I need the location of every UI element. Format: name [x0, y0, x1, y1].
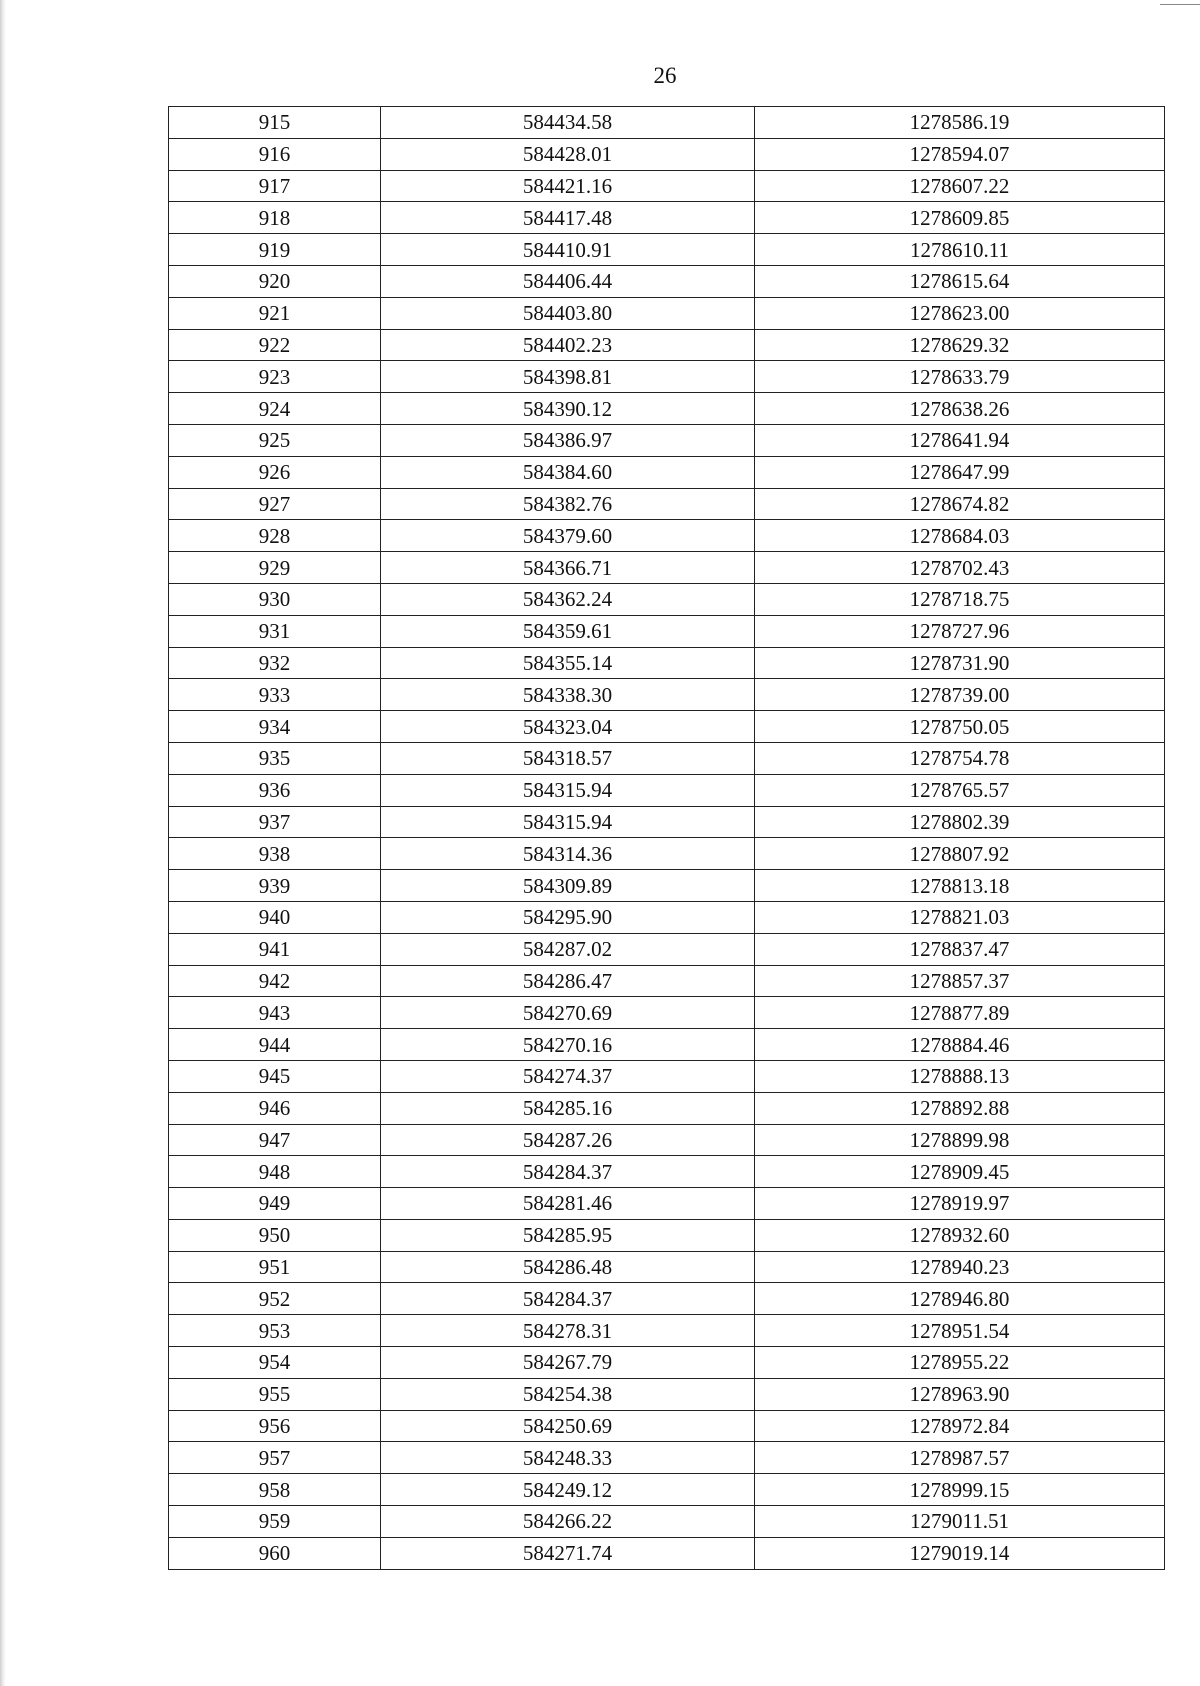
x-coordinate-cell: 584286.48	[381, 1251, 755, 1283]
x-coordinate-cell: 584285.95	[381, 1219, 755, 1251]
y-coordinate-cell: 1279019.14	[755, 1537, 1165, 1569]
point-number-cell: 953	[169, 1315, 381, 1347]
x-coordinate-cell: 584287.02	[381, 933, 755, 965]
x-coordinate-cell: 584386.97	[381, 424, 755, 456]
table-row	[169, 1474, 1165, 1506]
y-coordinate-cell: 1278647.99	[755, 456, 1165, 488]
y-coordinate-cell: 1278702.43	[755, 552, 1165, 584]
table-row	[169, 138, 1165, 170]
x-coordinate-cell: 584248.33	[381, 1442, 755, 1474]
table-row	[169, 1124, 1165, 1156]
scan-corner-mark	[1160, 4, 1200, 5]
y-coordinate-cell: 1278892.88	[755, 1092, 1165, 1124]
table-row	[169, 1219, 1165, 1251]
y-coordinate-cell: 1278940.23	[755, 1251, 1165, 1283]
point-number-cell: 936	[169, 774, 381, 806]
table-row	[169, 1092, 1165, 1124]
point-number-cell: 928	[169, 520, 381, 552]
point-number-cell: 940	[169, 901, 381, 933]
point-number-cell: 916	[169, 138, 381, 170]
x-coordinate-cell: 584315.94	[381, 774, 755, 806]
point-number-cell: 919	[169, 234, 381, 266]
point-number-cell: 955	[169, 1378, 381, 1410]
point-number-cell: 934	[169, 711, 381, 743]
y-coordinate-cell: 1278955.22	[755, 1347, 1165, 1379]
point-number-cell: 957	[169, 1442, 381, 1474]
x-coordinate-cell: 584402.23	[381, 329, 755, 361]
point-number-cell: 929	[169, 552, 381, 584]
table-row	[169, 997, 1165, 1029]
point-number-cell: 944	[169, 1029, 381, 1061]
table-row	[169, 1060, 1165, 1092]
x-coordinate-cell: 584417.48	[381, 202, 755, 234]
x-coordinate-cell: 584338.30	[381, 679, 755, 711]
x-coordinate-cell: 584362.24	[381, 583, 755, 615]
y-coordinate-cell: 1278623.00	[755, 297, 1165, 329]
y-coordinate-cell: 1278999.15	[755, 1474, 1165, 1506]
table-row	[169, 1378, 1165, 1410]
point-number-cell: 918	[169, 202, 381, 234]
point-number-cell: 920	[169, 265, 381, 297]
point-number-cell: 922	[169, 329, 381, 361]
point-number-cell: 915	[169, 107, 381, 139]
table-row	[169, 1410, 1165, 1442]
y-coordinate-cell: 1278946.80	[755, 1283, 1165, 1315]
point-number-cell: 935	[169, 742, 381, 774]
x-coordinate-cell: 584287.26	[381, 1124, 755, 1156]
table-row	[169, 361, 1165, 393]
x-coordinate-cell: 584434.58	[381, 107, 755, 139]
x-coordinate-cell: 584406.44	[381, 265, 755, 297]
y-coordinate-cell: 1278837.47	[755, 933, 1165, 965]
table-row	[169, 1029, 1165, 1061]
table-row	[169, 1347, 1165, 1379]
point-number-cell: 937	[169, 806, 381, 838]
y-coordinate-cell: 1278821.03	[755, 901, 1165, 933]
x-coordinate-cell: 584284.37	[381, 1156, 755, 1188]
x-coordinate-cell: 584379.60	[381, 520, 755, 552]
table-row	[169, 1506, 1165, 1538]
y-coordinate-cell: 1278641.94	[755, 424, 1165, 456]
table-row	[169, 234, 1165, 266]
point-number-cell: 923	[169, 361, 381, 393]
y-coordinate-cell: 1278727.96	[755, 615, 1165, 647]
point-number-cell: 917	[169, 170, 381, 202]
y-coordinate-cell: 1278972.84	[755, 1410, 1165, 1442]
point-number-cell: 945	[169, 1060, 381, 1092]
x-coordinate-cell: 584295.90	[381, 901, 755, 933]
table-row	[169, 870, 1165, 902]
y-coordinate-cell: 1278638.26	[755, 393, 1165, 425]
table-row	[169, 838, 1165, 870]
x-coordinate-cell: 584285.16	[381, 1092, 755, 1124]
table-row	[169, 520, 1165, 552]
table-row	[169, 615, 1165, 647]
point-number-cell: 924	[169, 393, 381, 425]
x-coordinate-cell: 584270.16	[381, 1029, 755, 1061]
x-coordinate-cell: 584314.36	[381, 838, 755, 870]
table-row	[169, 424, 1165, 456]
table-row	[169, 583, 1165, 615]
table-row	[169, 1251, 1165, 1283]
point-number-cell: 942	[169, 965, 381, 997]
y-coordinate-cell: 1278963.90	[755, 1378, 1165, 1410]
table-row	[169, 1283, 1165, 1315]
x-coordinate-cell: 584271.74	[381, 1537, 755, 1569]
point-number-cell: 960	[169, 1537, 381, 1569]
table-row	[169, 202, 1165, 234]
y-coordinate-cell: 1278754.78	[755, 742, 1165, 774]
x-coordinate-cell: 584323.04	[381, 711, 755, 743]
y-coordinate-cell: 1278919.97	[755, 1188, 1165, 1220]
x-coordinate-cell: 584410.91	[381, 234, 755, 266]
x-coordinate-cell: 584382.76	[381, 488, 755, 520]
table-row	[169, 170, 1165, 202]
point-number-cell: 931	[169, 615, 381, 647]
x-coordinate-cell: 584421.16	[381, 170, 755, 202]
y-coordinate-cell: 1278607.22	[755, 170, 1165, 202]
y-coordinate-cell: 1278899.98	[755, 1124, 1165, 1156]
point-number-cell: 938	[169, 838, 381, 870]
y-coordinate-cell: 1278615.64	[755, 265, 1165, 297]
table-row	[169, 488, 1165, 520]
y-coordinate-cell: 1278594.07	[755, 138, 1165, 170]
point-number-cell: 927	[169, 488, 381, 520]
table-row	[169, 679, 1165, 711]
y-coordinate-cell: 1278609.85	[755, 202, 1165, 234]
point-number-cell: 939	[169, 870, 381, 902]
y-coordinate-cell: 1278684.03	[755, 520, 1165, 552]
x-coordinate-cell: 584284.37	[381, 1283, 755, 1315]
point-number-cell: 933	[169, 679, 381, 711]
point-number-cell: 948	[169, 1156, 381, 1188]
table-row	[169, 107, 1165, 139]
x-coordinate-cell: 584355.14	[381, 647, 755, 679]
y-coordinate-cell: 1278909.45	[755, 1156, 1165, 1188]
x-coordinate-cell: 584398.81	[381, 361, 755, 393]
x-coordinate-cell: 584318.57	[381, 742, 755, 774]
point-number-cell: 932	[169, 647, 381, 679]
x-coordinate-cell: 584274.37	[381, 1060, 755, 1092]
x-coordinate-cell: 584359.61	[381, 615, 755, 647]
table-row	[169, 1442, 1165, 1474]
y-coordinate-cell: 1278807.92	[755, 838, 1165, 870]
x-coordinate-cell: 584278.31	[381, 1315, 755, 1347]
point-number-cell: 947	[169, 1124, 381, 1156]
point-number-cell: 943	[169, 997, 381, 1029]
y-coordinate-cell: 1278877.89	[755, 997, 1165, 1029]
y-coordinate-cell: 1278750.05	[755, 711, 1165, 743]
x-coordinate-cell: 584254.38	[381, 1378, 755, 1410]
y-coordinate-cell: 1278765.57	[755, 774, 1165, 806]
x-coordinate-cell: 584270.69	[381, 997, 755, 1029]
x-coordinate-cell: 584267.79	[381, 1347, 755, 1379]
x-coordinate-cell: 584281.46	[381, 1188, 755, 1220]
point-number-cell: 926	[169, 456, 381, 488]
y-coordinate-cell: 1278802.39	[755, 806, 1165, 838]
y-coordinate-cell: 1278739.00	[755, 679, 1165, 711]
point-number-cell: 925	[169, 424, 381, 456]
x-coordinate-cell: 584249.12	[381, 1474, 755, 1506]
point-number-cell: 959	[169, 1506, 381, 1538]
table-row	[169, 901, 1165, 933]
table-row	[169, 297, 1165, 329]
coordinates-table	[168, 106, 1165, 1570]
y-coordinate-cell: 1278674.82	[755, 488, 1165, 520]
point-number-cell: 941	[169, 933, 381, 965]
y-coordinate-cell: 1279011.51	[755, 1506, 1165, 1538]
y-coordinate-cell: 1278932.60	[755, 1219, 1165, 1251]
table-row	[169, 965, 1165, 997]
table-row	[169, 552, 1165, 584]
x-coordinate-cell: 584250.69	[381, 1410, 755, 1442]
y-coordinate-cell: 1278884.46	[755, 1029, 1165, 1061]
x-coordinate-cell: 584266.22	[381, 1506, 755, 1538]
table-row	[169, 933, 1165, 965]
scan-edge	[0, 0, 6, 1686]
y-coordinate-cell: 1278629.32	[755, 329, 1165, 361]
point-number-cell: 952	[169, 1283, 381, 1315]
table-row	[169, 456, 1165, 488]
point-number-cell: 951	[169, 1251, 381, 1283]
y-coordinate-cell: 1278718.75	[755, 583, 1165, 615]
y-coordinate-cell: 1278731.90	[755, 647, 1165, 679]
point-number-cell: 946	[169, 1092, 381, 1124]
table-row	[169, 1188, 1165, 1220]
table-row	[169, 774, 1165, 806]
x-coordinate-cell: 584366.71	[381, 552, 755, 584]
y-coordinate-cell: 1278857.37	[755, 965, 1165, 997]
x-coordinate-cell: 584428.01	[381, 138, 755, 170]
point-number-cell: 949	[169, 1188, 381, 1220]
table-row	[169, 393, 1165, 425]
table-row	[169, 1315, 1165, 1347]
point-number-cell: 950	[169, 1219, 381, 1251]
y-coordinate-cell: 1278951.54	[755, 1315, 1165, 1347]
x-coordinate-cell: 584315.94	[381, 806, 755, 838]
x-coordinate-cell: 584286.47	[381, 965, 755, 997]
table-row	[169, 711, 1165, 743]
table-row	[169, 1156, 1165, 1188]
table-row	[169, 806, 1165, 838]
point-number-cell: 958	[169, 1474, 381, 1506]
x-coordinate-cell: 584309.89	[381, 870, 755, 902]
page-number: 26	[653, 63, 677, 88]
point-number-cell: 956	[169, 1410, 381, 1442]
point-number-cell: 930	[169, 583, 381, 615]
point-number-cell: 921	[169, 297, 381, 329]
y-coordinate-cell: 1278987.57	[755, 1442, 1165, 1474]
x-coordinate-cell: 584384.60	[381, 456, 755, 488]
table-row	[169, 742, 1165, 774]
y-coordinate-cell: 1278888.13	[755, 1060, 1165, 1092]
y-coordinate-cell: 1278610.11	[755, 234, 1165, 266]
y-coordinate-cell: 1278813.18	[755, 870, 1165, 902]
x-coordinate-cell: 584403.80	[381, 297, 755, 329]
coordinates-table-body	[169, 107, 1165, 1570]
table-row	[169, 647, 1165, 679]
x-coordinate-cell: 584390.12	[381, 393, 755, 425]
y-coordinate-cell: 1278586.19	[755, 107, 1165, 139]
point-number-cell: 954	[169, 1347, 381, 1379]
y-coordinate-cell: 1278633.79	[755, 361, 1165, 393]
table-row	[169, 1537, 1165, 1569]
table-row	[169, 329, 1165, 361]
table-row	[169, 265, 1165, 297]
